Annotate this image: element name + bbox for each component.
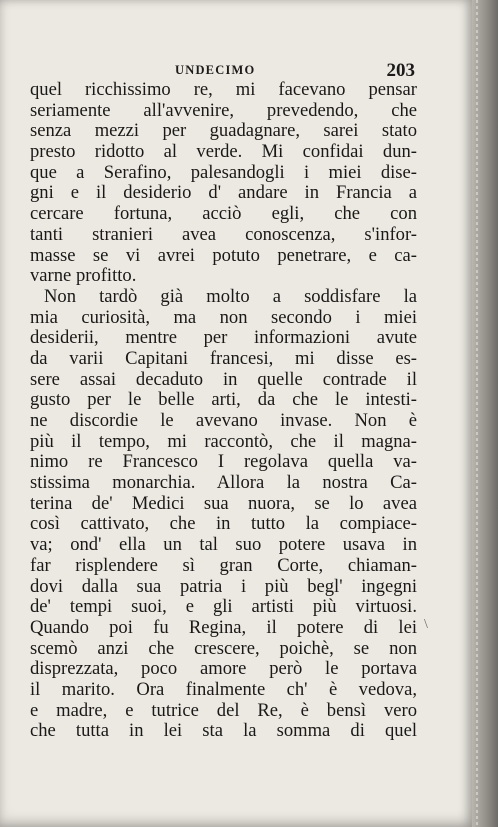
text-line: cercare fortuna, acciò egli, che con	[30, 203, 417, 225]
text-line: che tutta in lei sta la somma di quel	[30, 720, 417, 742]
margin-mark: \	[424, 617, 428, 632]
text-line: sere assai decaduto in quelle contrade il	[30, 368, 417, 390]
text-line: così cattivato, che in tutto la compiace-	[30, 513, 417, 535]
text-line: da varii Capitani francesi, mi disse es-	[30, 347, 417, 369]
text-line: disprezzata, poco amore però le portava	[30, 658, 417, 680]
text-line: va; ond' ella un tal suo potere usava in	[30, 534, 417, 556]
text-line: e madre, e tutrice del Re, è bensì vero	[30, 699, 417, 721]
text-line: nimo re Francesco I regolava quella va-	[30, 451, 417, 473]
text-line: que a Serafino, palesandogli i miei dise-	[30, 161, 417, 183]
chapter-title: UNDECIMO	[175, 63, 256, 77]
text-line: tanti stranieri avea conoscenza, s'infor-	[30, 223, 417, 245]
text-line: Quando poi fu Regina, il potere di lei	[30, 616, 417, 638]
text-line: varne profitto.	[30, 265, 137, 287]
text-line: seriamente all'avvenire, prevedendo, che	[30, 99, 417, 121]
text-line: ne discordie le avevano invase. Non è	[30, 410, 417, 431]
page-number: 203	[386, 60, 415, 81]
text-line: stissima monarchia. Allora la nostra Ca-	[30, 472, 417, 494]
text-line: de' tempi suoi, e gli artisti più virtuosi.	[30, 596, 417, 618]
text-line: senza mezzi per guadagnare, sarei stato	[30, 120, 417, 142]
text-line: mia curiosità, ma non secondo i miei	[30, 306, 417, 328]
text-line: quel ricchissimo re, mi facevano pensar	[30, 79, 417, 100]
text-line: gusto per le belle arti, da che le intesti-	[30, 389, 417, 411]
text-line: Non tardò già molto a soddisfare la	[44, 285, 417, 307]
text-line: più il tempo, mi raccontò, che il magna-	[30, 430, 417, 452]
text-line: dovi dalla sua patria i più begl' ingegni	[30, 575, 417, 597]
text-line: desiderii, mentre per informazioni avute	[30, 327, 417, 349]
body-text	[30, 80, 417, 742]
page-edge	[472, 0, 498, 827]
text-line: far risplendere sì gran Corte, chiaman-	[30, 554, 417, 576]
text-line: masse se vi avrei potuto penetrare, e ca-	[30, 244, 417, 266]
text-line: scemò anzi che crescere, poichè, se non	[30, 637, 417, 659]
text-line: il marito. Ora finalmente ch' è vedova,	[30, 678, 417, 700]
text-line: terina de' Medici sua nuora, se lo avea	[30, 492, 417, 514]
text-line: presto ridotto al verde. Mi confidai dun-	[30, 141, 417, 163]
text-line: gni e il desiderio d' andare in Francia a	[30, 182, 417, 204]
